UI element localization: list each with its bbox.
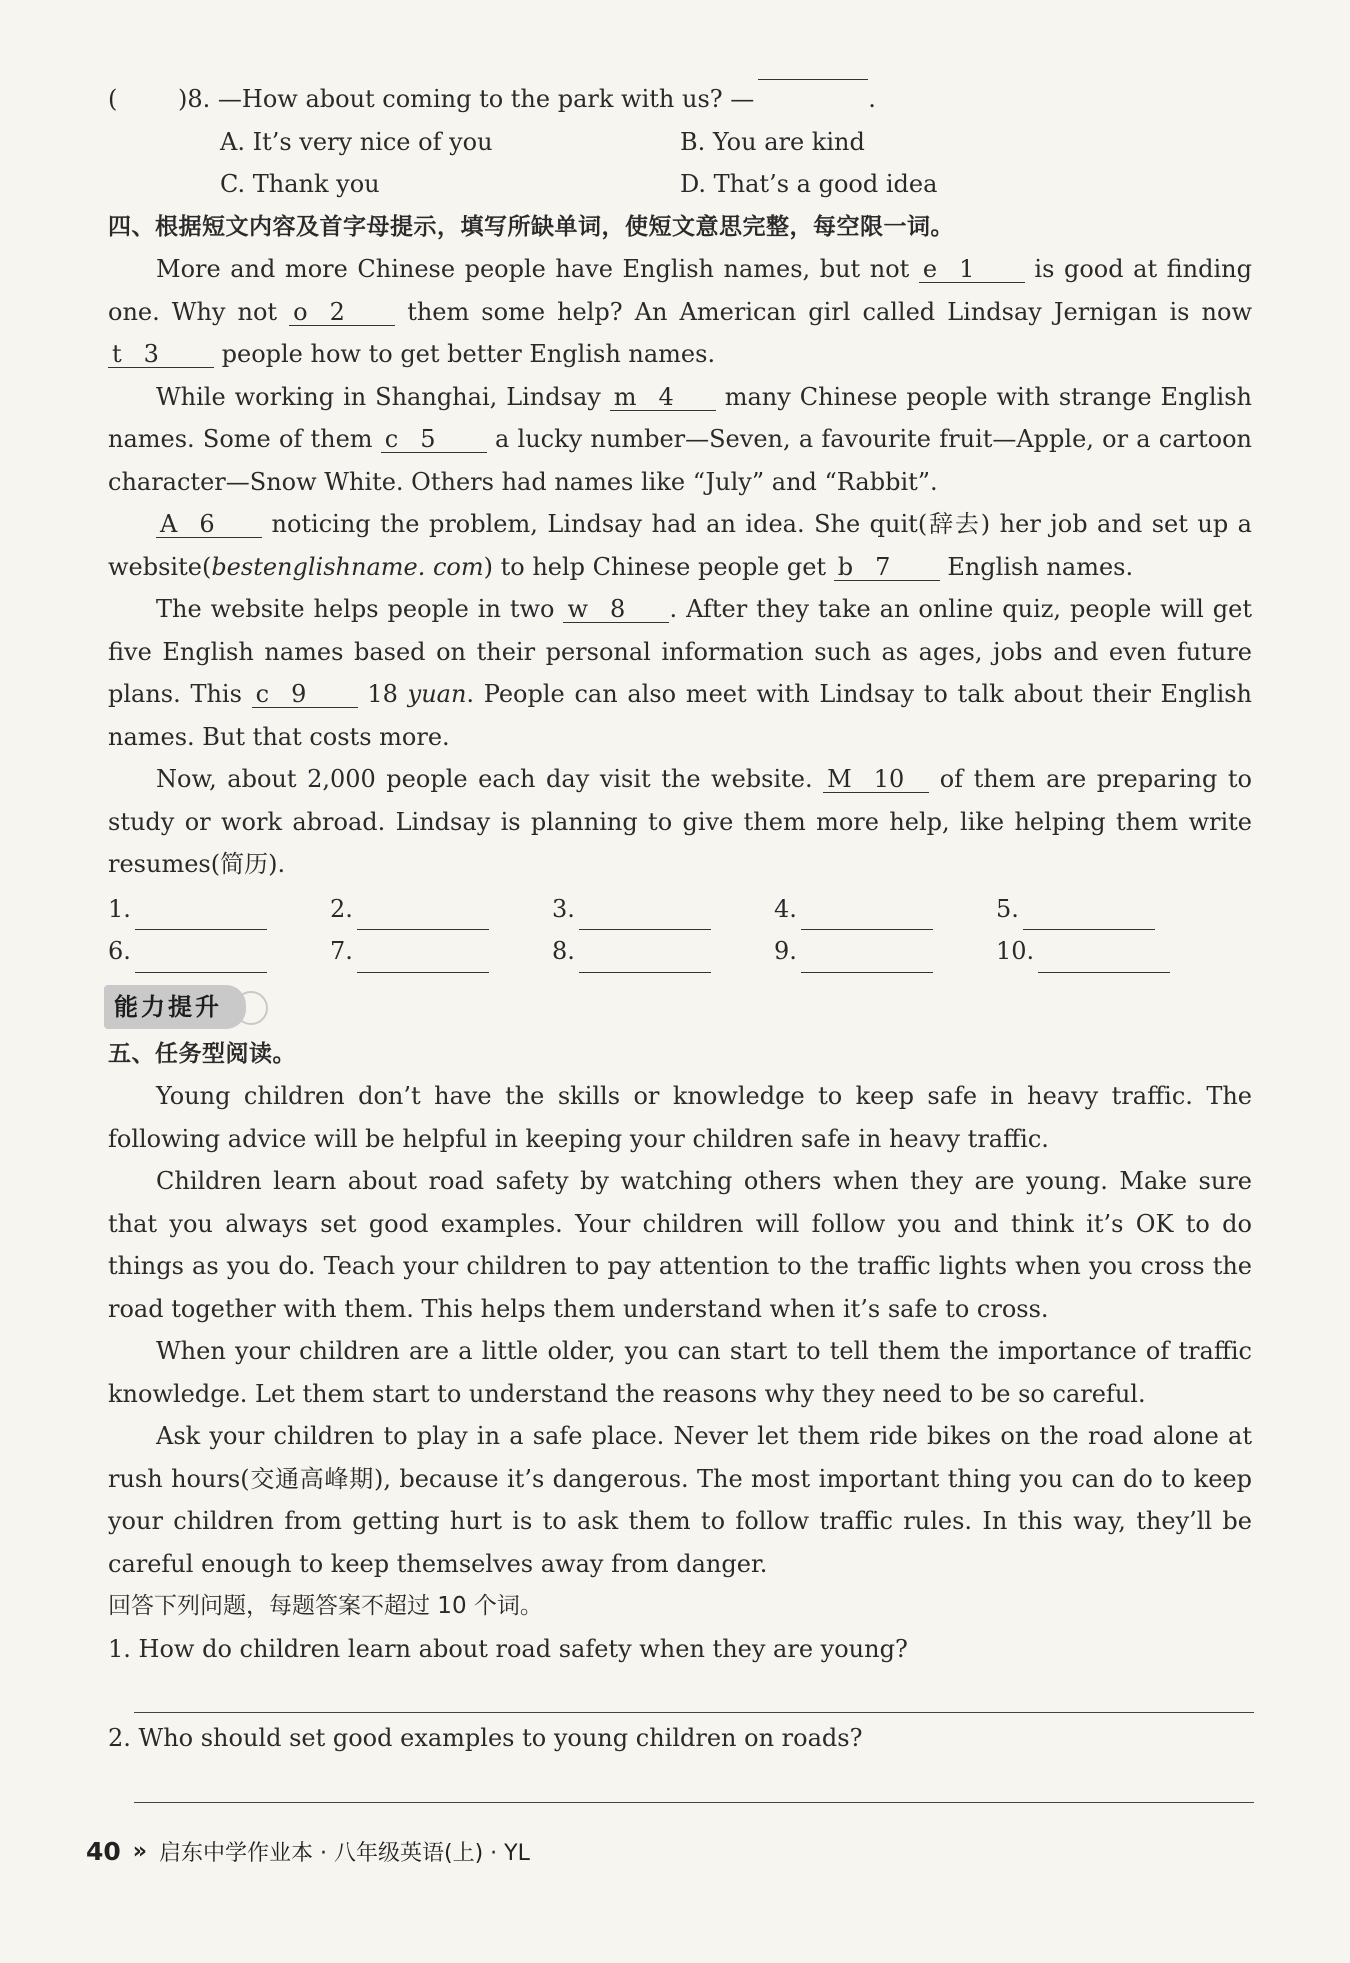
answer-slot-9[interactable] [774, 930, 996, 973]
text: Now, about 2,000 people each day visit the website. [156, 765, 824, 793]
answer-number: 6. [108, 937, 131, 965]
option-c[interactable]: C. Thank you [220, 170, 380, 198]
page-content [108, 78, 1252, 1803]
answer-number: 4. [774, 894, 797, 923]
question-8-blank[interactable] [758, 78, 868, 80]
text: is good at finding one. Why not [108, 255, 1252, 326]
page-number: 40 [86, 1837, 121, 1866]
answer-line[interactable] [135, 901, 267, 930]
blank-number: 2 [329, 297, 345, 326]
blank-number: 8 [610, 595, 626, 623]
answer-line[interactable] [135, 944, 267, 973]
answer-number: 10. [996, 937, 1035, 965]
text: ) to help Chinese people get [483, 552, 834, 581]
cloze-blank-1[interactable] [919, 256, 1025, 283]
blank-letter: e [922, 255, 938, 283]
question-8-options-row-1 [108, 121, 1252, 164]
text: . After they take an online quiz, people will get five English names based on their personal information such as ages, jobs and even future plans. This [108, 595, 1252, 708]
answer-line-2[interactable] [134, 1760, 1254, 1803]
text: . People can also meet with Lindsay to talk about their English names. But that costs more. [108, 680, 1253, 751]
answer-line[interactable] [1023, 901, 1155, 930]
option-a[interactable]: A. It’s very nice of you [220, 127, 493, 156]
blank-letter: m [613, 382, 637, 411]
answer-number: 9. [774, 937, 797, 965]
banner-label: 能力提升 [114, 992, 222, 1021]
blank-number: 1 [959, 255, 975, 283]
text: The website helps people in two [156, 595, 564, 623]
answer-number: 1. [108, 894, 131, 923]
book-title: 启东中学作业本 · 八年级英语(上) · YL [159, 1841, 530, 1866]
answer-line[interactable] [357, 944, 489, 973]
answer-slot-5[interactable] [996, 888, 1218, 931]
blank-number: 4 [658, 382, 674, 411]
blank-number: 5 [420, 425, 436, 453]
cloze-blank-6[interactable] [156, 511, 262, 538]
cloze-paragraph-4 [108, 588, 1252, 758]
answer-slot-2[interactable] [330, 888, 552, 931]
answer-slot-4[interactable] [774, 888, 996, 931]
cloze-blank-7[interactable] [834, 554, 940, 581]
text: While working in Shanghai, Lindsay [156, 382, 610, 411]
cloze-blank-9[interactable] [252, 681, 358, 708]
blank-number: 3 [143, 340, 159, 368]
question-8-stem: )8. —How about coming to the park with us? — [178, 85, 755, 113]
answer-number: 3. [552, 894, 575, 923]
answer-line[interactable] [579, 901, 711, 930]
text: of them are preparing to study or work abroad. Lindsay is planning to give them more help, like helping them write resumes(简历). [108, 765, 1252, 878]
blank-letter: t [112, 340, 122, 368]
blank-letter: A [160, 510, 178, 538]
blank-letter: b [837, 552, 854, 581]
text: More and more Chinese people have English names, but not [156, 255, 919, 283]
website-name: bestenglishname. com [211, 552, 484, 581]
option-d[interactable]: D. That’s a good idea [680, 170, 938, 198]
question-8-options-row-2 [108, 163, 1252, 206]
answer-slot-8[interactable] [552, 930, 774, 973]
cloze-blank-2[interactable] [289, 299, 395, 326]
reading-paragraph-4: Ask your children to play in a safe place. Never let them ride bikes on the road alone at rush hours(交通高峰期), because it’s dangerous. The most important thing you can do to keep your children from getting hurt is to ask them to follow traffic rules. In this way, they’ll be careful enough to keep themselves away from danger. [108, 1422, 1252, 1578]
answer-number: 7. [330, 937, 353, 965]
question-1: 1. How do children learn about road safety when they are young? [108, 1634, 908, 1663]
answer-line[interactable] [1038, 944, 1170, 973]
blank-number: 9 [291, 680, 307, 708]
cloze-blank-3[interactable] [108, 341, 214, 368]
section-4-title: 四、根据短文内容及首字母提示，填写所缺单词，使短文意思完整，每空限一词。 [108, 213, 954, 240]
blank-number: 6 [199, 510, 215, 538]
yuan-word: yuan [407, 680, 467, 708]
cloze-blank-8[interactable] [563, 596, 669, 623]
cloze-paragraph-2 [108, 376, 1252, 504]
option-b[interactable]: B. You are kind [680, 127, 865, 156]
page-footer [86, 1836, 530, 1867]
answer-line[interactable] [801, 901, 933, 930]
blank-number: 7 [875, 552, 891, 581]
answer-line[interactable] [801, 944, 933, 973]
question-8 [108, 78, 1252, 121]
cloze-blank-5[interactable] [381, 426, 487, 453]
blank-letter: c [255, 680, 270, 708]
blank-letter: o [293, 297, 308, 326]
answer-line-1[interactable] [134, 1670, 1254, 1713]
question-2: 2. Who should set good examples to young children on roads? [108, 1724, 863, 1752]
answer-slot-10[interactable] [996, 930, 1218, 973]
cloze-paragraph-3 [108, 503, 1252, 588]
text: a lucky number—Seven, a favourite fruit—Apple, or a cartoon character—Snow White. Others had names like “July” and “Rabbit”. [108, 425, 1252, 496]
text: 18 [357, 680, 408, 708]
answer-paren: ( [108, 85, 118, 113]
reading-paragraph-3: When your children are a little older, you can start to tell them the importance of traffic knowledge. Let them start to understand the reasons why they need to be so careful. [108, 1337, 1252, 1408]
cloze-blank-4[interactable] [610, 384, 716, 411]
text: English names. [939, 552, 1134, 581]
text: noticing the problem, Lindsay had an idea. She quit(辞去) her job and set up a website( [108, 510, 1252, 581]
question-instruction: 回答下列问题，每题答案不超过 10 个词。 [108, 1593, 543, 1619]
blank-number: 10 [873, 765, 905, 793]
ability-banner [104, 985, 246, 1029]
answer-slot-7[interactable] [330, 930, 552, 973]
lightbulb-icon [234, 991, 268, 1025]
answer-slot-3[interactable] [552, 888, 774, 931]
answer-slot-1[interactable] [108, 888, 330, 931]
cloze-paragraph-1 [108, 248, 1252, 376]
text: them some help? An American girl called Lindsay Jernigan is now [395, 297, 1253, 326]
answer-number: 5. [996, 894, 1019, 923]
blank-letter: M [827, 765, 852, 793]
answer-line[interactable] [357, 901, 489, 930]
answer-number: 8. [552, 937, 575, 965]
text: people how to get better English names. [214, 340, 716, 368]
cloze-blank-10[interactable] [823, 766, 929, 793]
blank-letter: w [567, 595, 589, 623]
section-5-title: 五、任务型阅读。 [108, 1040, 296, 1067]
reading-paragraph-2: Children learn about road safety by watching others when they are young. Make sure that you always set good examples. Your children will follow you and think it’s OK to do things as you do. Teach your children to pay attention to the traffic lights when you cross the road together with them. This helps them understand when it’s safe to cross. [108, 1167, 1252, 1323]
question-8-end: . [868, 85, 876, 113]
answer-grid [108, 888, 1252, 973]
answer-slot-6[interactable] [108, 930, 330, 973]
reading-paragraph-1: Young children don’t have the skills or knowledge to keep safe in heavy traffic. The following advice will be helpful in keeping your children safe in heavy traffic. [108, 1082, 1252, 1153]
answer-number: 2. [330, 894, 353, 923]
cloze-paragraph-5 [108, 758, 1252, 886]
text: many Chinese people with strange English names. Some of them [108, 382, 1252, 453]
answer-line[interactable] [579, 944, 711, 973]
chevron-right-icon: » [132, 1839, 148, 1864]
blank-letter: c [384, 425, 399, 453]
